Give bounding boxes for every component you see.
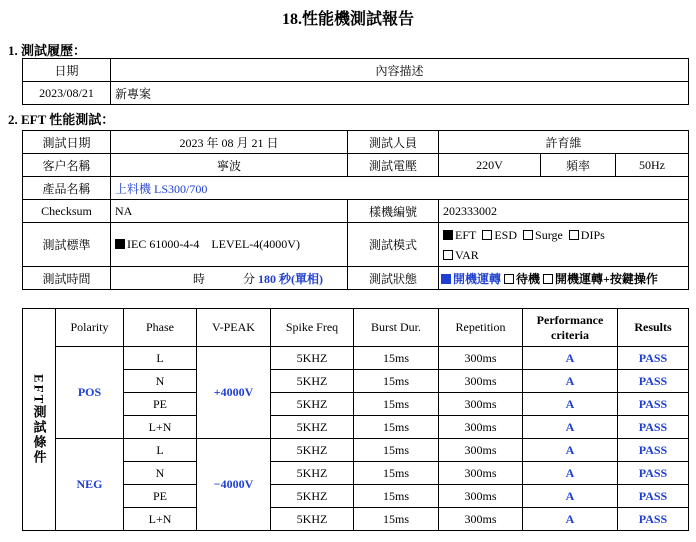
status-option-label: 開機運轉+按鍵操作 [555, 271, 658, 286]
mode-option-dips[interactable] [569, 225, 605, 245]
result-cell: PASS [618, 508, 689, 531]
phase-cell: L [124, 347, 197, 370]
header-burst-dur: Burst Dur. [354, 309, 439, 347]
checkbox-checked-icon [443, 230, 453, 240]
customer-value: 寧波 [111, 154, 348, 177]
criteria-cell: A [523, 462, 618, 485]
tester-label: 測試人員 [348, 131, 439, 154]
time-hour-unit: 時 [192, 271, 205, 286]
mode-option-label: EFT [455, 227, 477, 242]
checkbox-empty-icon [443, 250, 453, 260]
header-repetition: Repetition [439, 309, 523, 347]
checksum-label: Checksum [23, 200, 111, 223]
mode-option-label: DIPs [580, 227, 605, 242]
criteria-cell: A [523, 370, 618, 393]
criteria-cell: A [523, 347, 618, 370]
test-date-value: 2023 年 08 月 21 日 [111, 131, 348, 154]
result-cell: PASS [618, 439, 689, 462]
standard-value: IEC 61000-4-4 LEVEL-4(4000V) [127, 237, 300, 251]
result-cell: PASS [618, 485, 689, 508]
header-phase: Phase [124, 309, 197, 347]
history-desc-header: 內容描述 [111, 59, 689, 82]
voltage-value: 220V [439, 154, 541, 177]
section1-heading: 1. 測試履歷： [8, 43, 87, 58]
phase-cell: N [124, 462, 197, 485]
report-title: 18.性能機測試報告 [281, 11, 414, 28]
frequency-label: 頻率 [541, 154, 616, 177]
spike-freq-cell: 5KHZ [271, 439, 354, 462]
vpeak-cell: +4000V [197, 347, 271, 439]
criteria-cell: A [523, 416, 618, 439]
mode-option-label: ESD [494, 227, 518, 242]
repetition-cell: 300ms [439, 347, 523, 370]
time-value [111, 267, 348, 290]
history-date-cell: 2023/08/21 [23, 82, 111, 105]
frequency-value: 50Hz [616, 154, 689, 177]
header-polarity: Polarity [56, 309, 124, 347]
spike-freq-cell: 5KHZ [271, 508, 354, 531]
spike-freq-cell: 5KHZ [271, 416, 354, 439]
phase-cell: PE [124, 393, 197, 416]
header-vpeak: V-PEAK [197, 309, 271, 347]
test-history-table [22, 58, 689, 105]
phase-cell: L [124, 439, 197, 462]
status-option-standby[interactable] [504, 272, 540, 286]
criteria-cell: A [523, 508, 618, 531]
burst-cell: 15ms [354, 347, 439, 370]
phase-cell: PE [124, 485, 197, 508]
header-results: Results [618, 309, 689, 347]
phase-cell: N [124, 370, 197, 393]
burst-cell: 15ms [354, 393, 439, 416]
mode-option-esd[interactable] [482, 225, 517, 245]
serial-value: 202333002 [439, 200, 689, 223]
phase-cell: L+N [124, 416, 197, 439]
burst-cell: 15ms [354, 508, 439, 531]
customer-label: 客户名稱 [23, 154, 111, 177]
mode-option-var[interactable] [443, 245, 479, 265]
serial-label: 樣機編號 [348, 200, 439, 223]
checkbox-empty-icon [523, 230, 533, 240]
voltage-label: 測試電壓 [348, 154, 439, 177]
product-label: 產品名稱 [23, 177, 111, 200]
criteria-cell: A [523, 485, 618, 508]
repetition-cell: 300ms [439, 508, 523, 531]
status-option-label: 待機 [516, 271, 541, 286]
repetition-cell: 300ms [439, 416, 523, 439]
mode-options [439, 223, 689, 267]
spike-freq-cell: 5KHZ [271, 370, 354, 393]
status-option-label: 開機運轉 [453, 271, 502, 286]
burst-cell: 15ms [354, 370, 439, 393]
checkbox-checked-icon [115, 239, 125, 249]
mode-label: 測試模式 [348, 223, 439, 267]
checkbox-empty-icon [543, 274, 553, 284]
table-row [23, 347, 689, 370]
result-cell: PASS [618, 416, 689, 439]
spike-freq-cell: 5KHZ [271, 393, 354, 416]
mode-option-eft[interactable] [443, 225, 476, 245]
checkbox-empty-icon [504, 274, 514, 284]
polarity-cell: POS [56, 347, 124, 439]
checksum-value: NA [111, 200, 348, 223]
eft-results-table [22, 308, 689, 531]
repetition-cell: 300ms [439, 485, 523, 508]
criteria-cell: A [523, 439, 618, 462]
eft-condition-label-cell [23, 309, 56, 531]
standard-label: 測試標準 [23, 223, 111, 267]
mode-option-label: VAR [455, 247, 479, 262]
checkbox-empty-icon [482, 230, 492, 240]
mode-option-surge[interactable] [523, 225, 563, 245]
polarity-cell: NEG [56, 439, 124, 531]
time-minute-unit: 分 [242, 271, 255, 286]
header-spike-freq: Spike Freq [271, 309, 354, 347]
result-cell: PASS [618, 462, 689, 485]
eft-condition-label: EFT測試條件 [31, 373, 47, 466]
history-desc-cell: 新專案 [111, 82, 689, 105]
burst-cell: 15ms [354, 439, 439, 462]
criteria-cell: A [523, 393, 618, 416]
time-label: 測試時間 [23, 267, 111, 290]
checkbox-empty-icon [569, 230, 579, 240]
status-option-running-keys[interactable] [543, 272, 658, 286]
burst-cell: 15ms [354, 416, 439, 439]
eft-info-table [22, 130, 689, 290]
result-cell: PASS [618, 370, 689, 393]
spike-freq-cell: 5KHZ [271, 347, 354, 370]
burst-cell: 15ms [354, 485, 439, 508]
repetition-cell: 300ms [439, 370, 523, 393]
vpeak-cell: −4000V [197, 439, 271, 531]
table-row [23, 439, 689, 462]
phase-cell: L+N [124, 508, 197, 531]
repetition-cell: 300ms [439, 439, 523, 462]
section2-heading: 2. EFT 性能測試： [8, 112, 115, 127]
spike-freq-cell: 5KHZ [271, 485, 354, 508]
result-cell: PASS [618, 347, 689, 370]
time-seconds-value: 180 秒(單相) [258, 271, 323, 286]
history-date-header: 日期 [23, 59, 111, 82]
result-cell: PASS [618, 393, 689, 416]
spike-freq-cell: 5KHZ [271, 462, 354, 485]
test-date-label: 測試日期 [23, 131, 111, 154]
tester-value: 許育維 [439, 131, 689, 154]
status-label: 測試狀態 [348, 267, 439, 290]
status-options [439, 267, 689, 290]
standard-cell [111, 223, 348, 267]
status-option-running[interactable] [441, 272, 501, 286]
product-value: 上料機 LS300/700 [111, 177, 689, 200]
repetition-cell: 300ms [439, 462, 523, 485]
mode-option-label: Surge [535, 227, 563, 242]
checkbox-checked-icon [441, 274, 451, 284]
header-criteria: Performance criteria [523, 309, 618, 347]
burst-cell: 15ms [354, 462, 439, 485]
repetition-cell: 300ms [439, 393, 523, 416]
